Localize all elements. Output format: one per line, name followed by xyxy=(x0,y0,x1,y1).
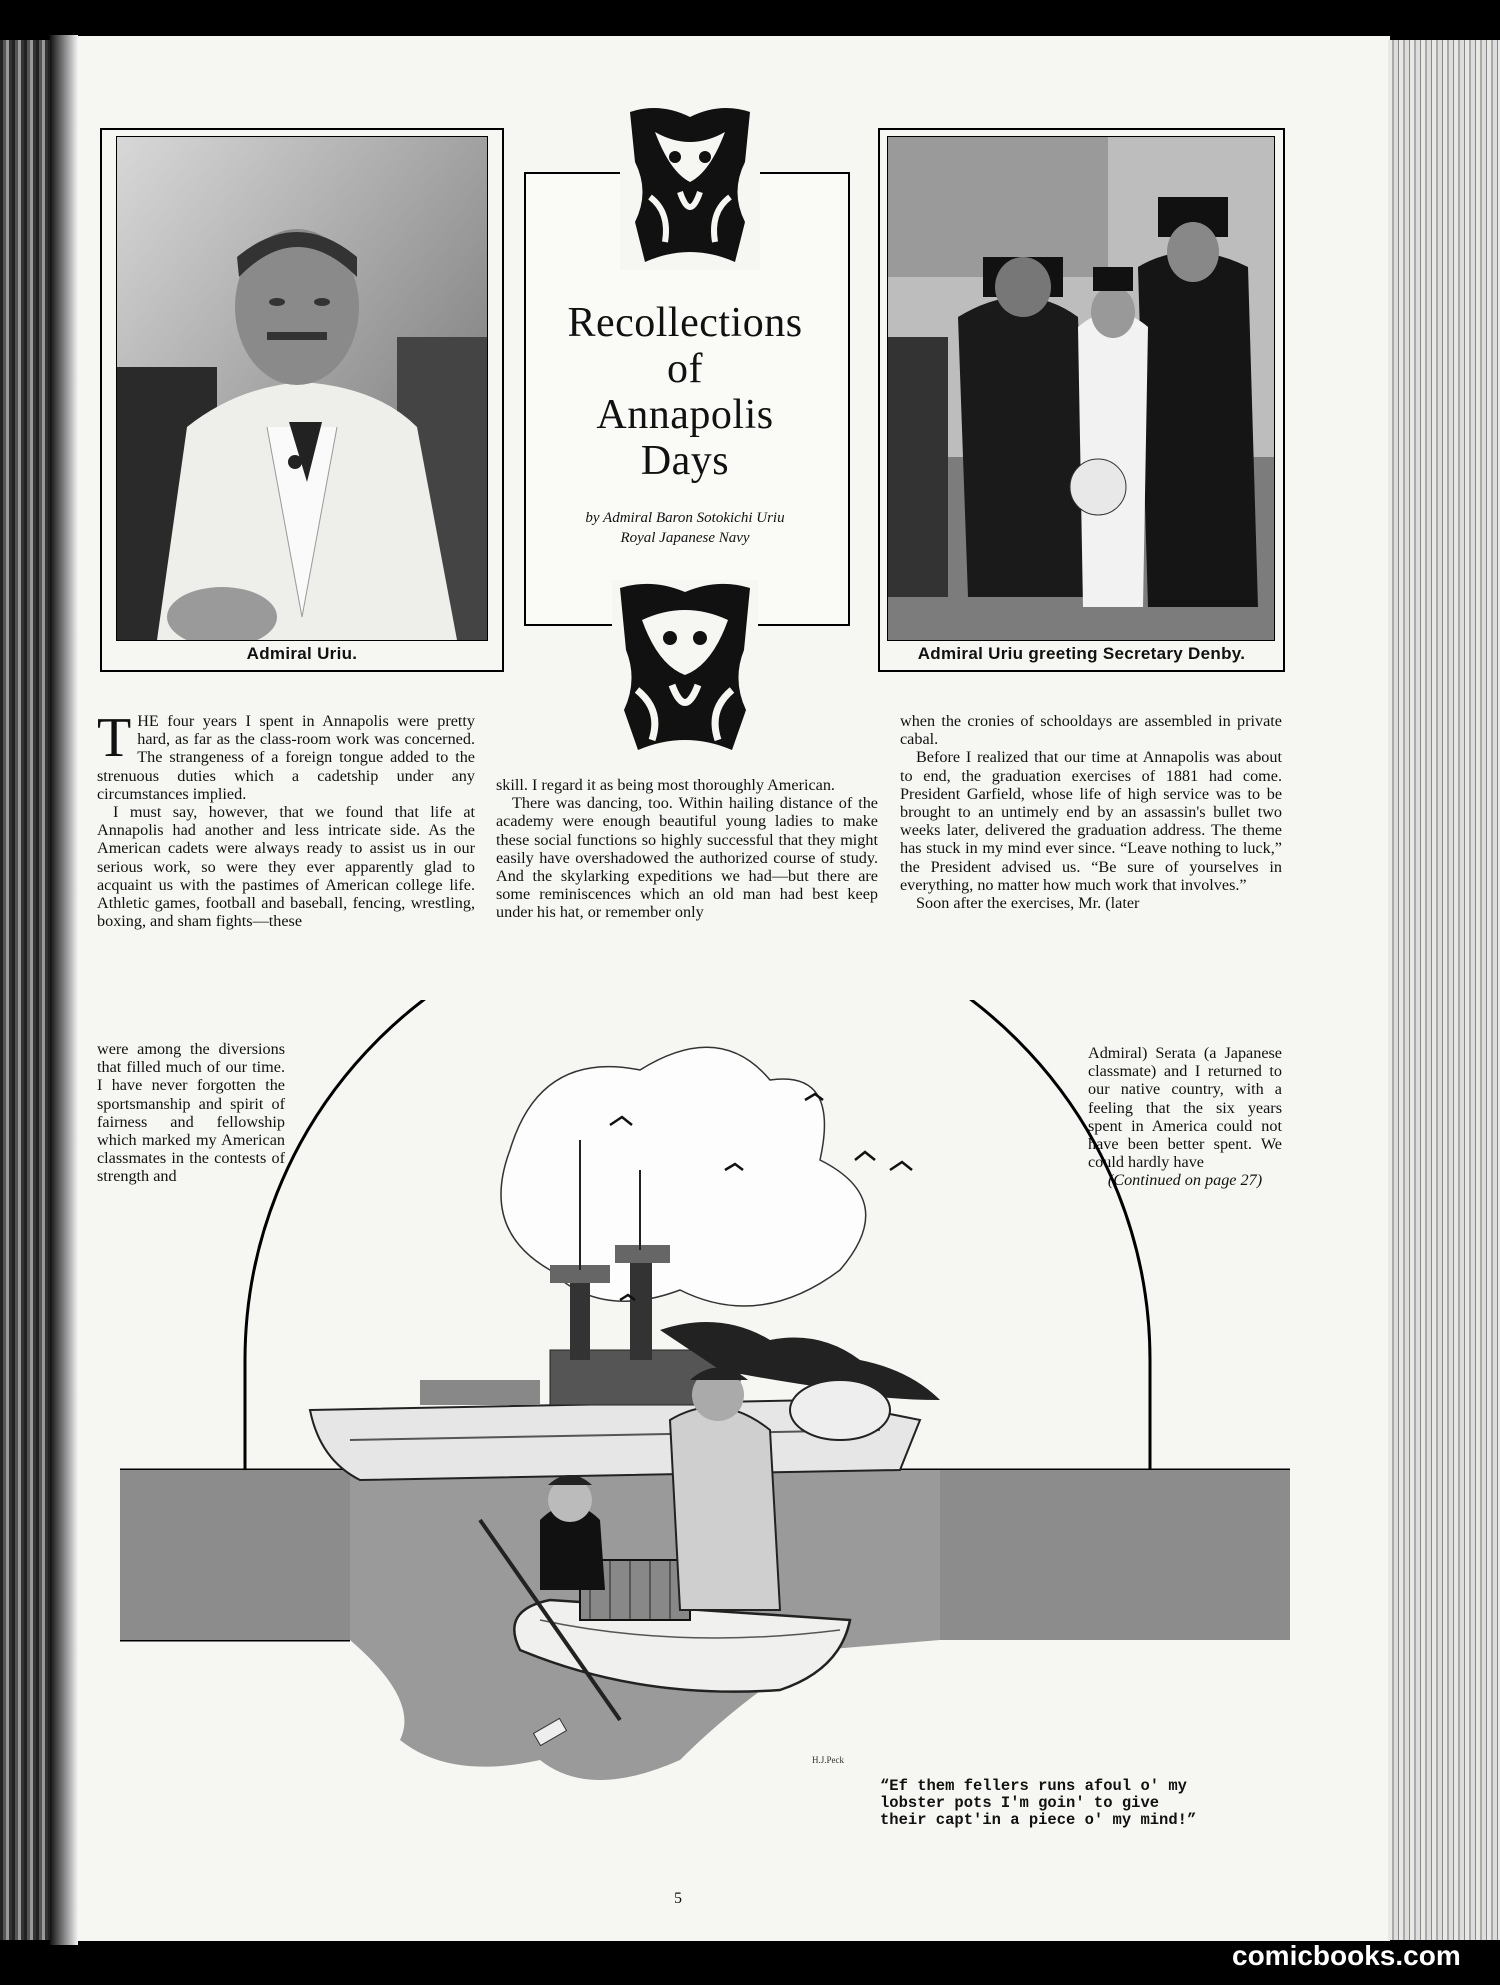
admiral-uriu-photo xyxy=(116,136,488,641)
drop-cap: T xyxy=(97,707,132,769)
byline xyxy=(524,508,846,548)
page-number: 5 xyxy=(674,1890,682,1907)
right-photo-frame xyxy=(878,128,1285,672)
battleship-illustration xyxy=(120,1000,1290,1820)
title-line-4: Days xyxy=(640,438,730,484)
bottom-ornament xyxy=(612,580,758,756)
continued-note: (Continued on page 27) xyxy=(1107,1171,1263,1190)
byline-author: by Admiral Baron Sotokichi Uriu xyxy=(585,510,785,526)
right-photo-caption: Admiral Uriu greeting Secretary Denby. xyxy=(917,644,1246,663)
page-stack-edge xyxy=(1388,40,1500,1940)
article-column-3 xyxy=(900,712,1282,912)
article-column-1 xyxy=(97,707,475,931)
article-paragraph: I must say, however, that we found that life at Annapolis had another and less intricate side. As the American cadets were always ready to assist us in our serious work, so were they ever apparently glad to acquaint us with the pastimes of American college life. Athletic games, football and baseball, fencing, wrestling, boxing, and sham fights—these xyxy=(97,803,475,931)
title-line-2: of xyxy=(667,346,703,392)
illustration-quote: “Ef them fellers runs afoul o' my lobster pots I'm goin' to give their capt'in a piece o' my mind!” xyxy=(880,1777,1197,1829)
article-paragraph: Soon after the exercises, Mr. (later xyxy=(916,894,1140,913)
article-paragraph: skill. I regard it as being most thoroughly American. xyxy=(496,776,835,794)
article-paragraph: were among the diversions that filled much of our time. I have never forgotten the sportsmanship and spirit of fairness and fellowship which marked my American classmates in the contests of strength and xyxy=(97,1040,285,1186)
article-paragraph: There was dancing, too. Within hailing distance of the academy were enough beautiful young ladies to make these social functions so highly successful that they might easily have overshadowed the authorized course of study. And the skylarking expeditions we had—but there are some reminiscences which an old man had best keep under his hat, or remember only xyxy=(496,794,878,922)
left-photo-caption: Admiral Uriu. xyxy=(246,644,358,663)
article-column-2 xyxy=(496,776,878,922)
article-title xyxy=(524,300,846,484)
byline-affiliation: Royal Japanese Navy xyxy=(620,530,750,546)
article-paragraph: THE four years I spent in Annapolis were pretty hard, as far as the class-room work was concerned. The strangeness of a foreign tongue added to the strenuous duties which a cadetship under any circumstances implied. xyxy=(97,707,475,803)
site-watermark: comicbooks.com xyxy=(1232,1940,1461,1971)
greeting-photo xyxy=(887,136,1275,641)
left-photo-frame xyxy=(100,128,504,672)
article-paragraph: Admiral) Serata (a Japanese classmate) and I returned to our native country, with a feeling that the six years spent in America could not have been better spent. We could hardly have xyxy=(1088,1044,1282,1172)
article-paragraph: when the cronies of schooldays are assembled in private cabal. xyxy=(900,712,1282,749)
article-paragraph: Before I realized that our time at Annapolis was about to end, the graduation exercises of 1881 had come. President Garfield, whose life of high service was to be brought to an untimely end by an assassin's bullet two weeks later, delivered the graduation address. The theme has stuck in my mind ever since. “Leave nothing to luck,” the President advised us. “Be sure of yourselves in everything, no matter how much work that involves.” xyxy=(900,748,1282,894)
artist-signature: H.J.Peck xyxy=(812,1755,844,1765)
title-line-3: Annapolis xyxy=(596,392,774,438)
spine-shadow xyxy=(50,35,78,1945)
title-line-1: Recollections xyxy=(567,300,803,346)
top-ornament xyxy=(620,102,760,270)
